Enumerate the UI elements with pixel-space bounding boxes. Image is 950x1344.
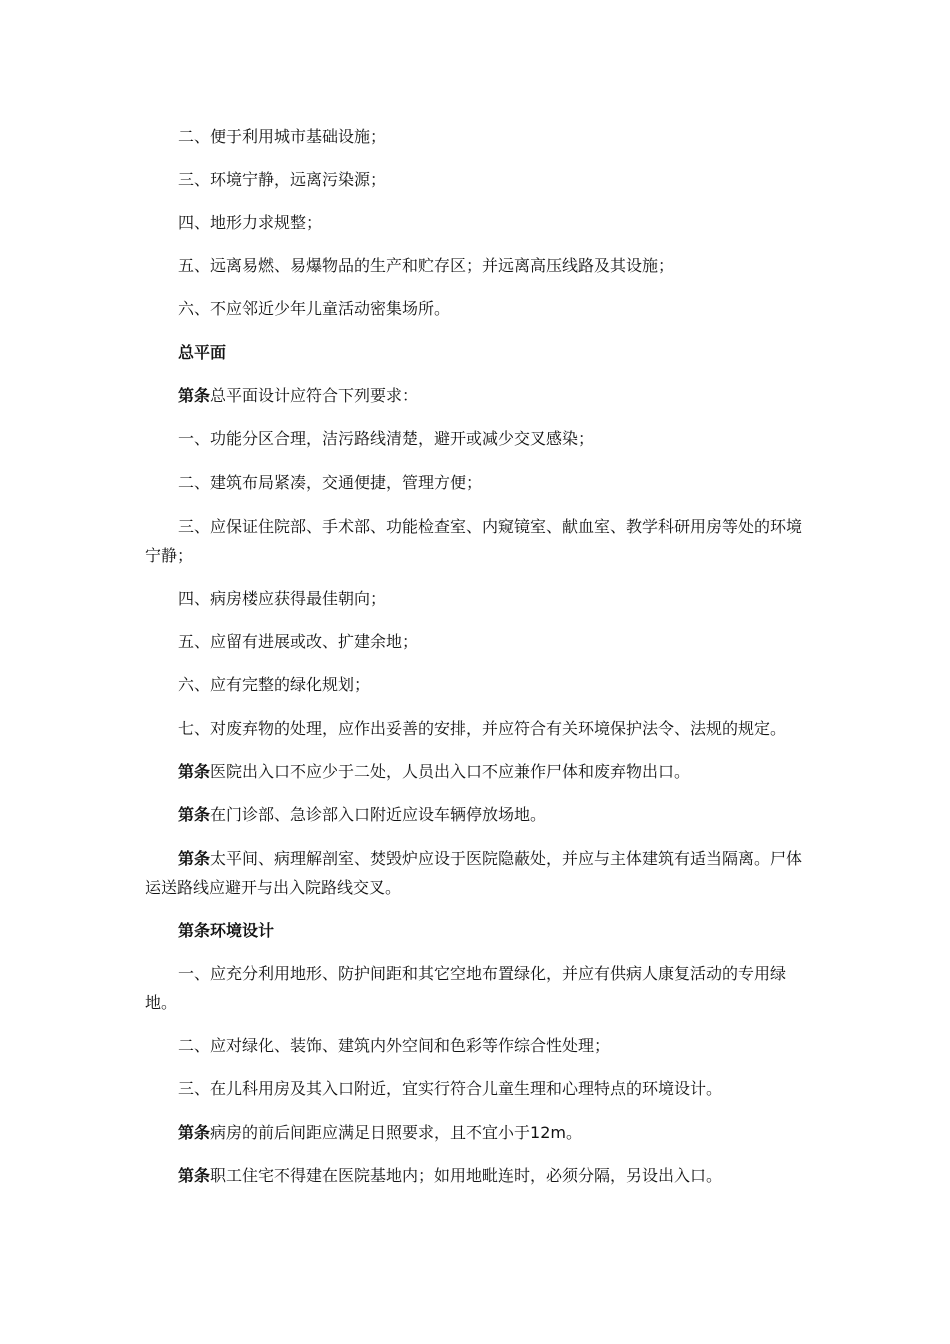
paragraph bbox=[145, 584, 810, 613]
paragraph-text: 三、应保证住院部、手术部、功能检查室、内窥镜室、献血室、教学科研用房等处的环境宁静； bbox=[145, 517, 803, 565]
paragraph bbox=[145, 165, 810, 194]
paragraph-text: 职工住宅不得建在医院基地内；如用地毗连时，必须分隔，另设出入口。 bbox=[210, 1166, 723, 1185]
paragraph-text: 六、应有完整的绿化规划； bbox=[178, 675, 371, 694]
paragraph-lead: 第条环境设计 bbox=[178, 921, 275, 940]
paragraph-text: 四、病房楼应获得最佳朝向； bbox=[178, 589, 387, 608]
paragraph-text: 二、便于利用城市基础设施； bbox=[178, 127, 387, 146]
paragraph-text: 五、应留有进展或改、扩建余地； bbox=[178, 632, 419, 651]
paragraph bbox=[145, 468, 810, 497]
paragraph-text: 七、对废弃物的处理，应作出妥善的安排，并应符合有关环境保护法令、法规的规定。 bbox=[178, 719, 787, 738]
paragraph-text: 二、应对绿化、装饰、建筑内外空间和色彩等作综合性处理； bbox=[178, 1036, 611, 1055]
paragraph bbox=[145, 1118, 810, 1147]
paragraph-text: 三、环境宁静，远离污染源； bbox=[178, 170, 387, 189]
paragraph bbox=[145, 1031, 810, 1060]
paragraph-lead: 第条 bbox=[178, 1123, 211, 1142]
paragraph bbox=[145, 800, 810, 829]
paragraph-text: 在门诊部、急诊部入口附近应设车辆停放场地。 bbox=[210, 805, 547, 824]
paragraph-text: 一、应充分利用地形、防护间距和其它空地布置绿化，并应有供病人康复活动的专用绿地。 bbox=[145, 964, 787, 1012]
paragraph bbox=[145, 714, 810, 743]
paragraph-text: 医院出入口不应少于二处，人员出入口不应兼作尸体和废弃物出口。 bbox=[210, 762, 691, 781]
paragraph-text: 六、不应邻近少年儿童活动密集场所。 bbox=[178, 299, 451, 318]
paragraph bbox=[145, 122, 810, 151]
paragraph-text: 三、在儿科用房及其入口附近，宜实行符合儿童生理和心理特点的环境设计。 bbox=[178, 1079, 723, 1098]
paragraph-lead: 第条 bbox=[178, 805, 211, 824]
paragraph bbox=[145, 1074, 810, 1103]
paragraph-lead: 第条 bbox=[178, 849, 211, 868]
section-heading bbox=[145, 916, 810, 945]
paragraph-text: 四、地形力求规整； bbox=[178, 213, 323, 232]
paragraph-text: 太平间、病理解剖室、焚毁炉应设于医院隐蔽处，并应与主体建筑有适当隔离。尸体运送路线应避开与出入院路线交叉。 bbox=[145, 849, 803, 897]
paragraph-text: 二、建筑布局紧凑，交通便捷，管理方便； bbox=[178, 473, 483, 492]
paragraph-text: 五、远离易燃、易爆物品的生产和贮存区；并远离高压线路及其设施； bbox=[178, 256, 675, 275]
paragraph bbox=[145, 844, 810, 902]
paragraph bbox=[145, 757, 810, 786]
paragraph-lead: 第条 bbox=[178, 762, 211, 781]
paragraph-lead: 总平面 bbox=[178, 343, 227, 362]
paragraph-lead: 第条 bbox=[178, 386, 211, 405]
paragraph-text: 一、功能分区合理，洁污路线清楚，避开或减少交叉感染； bbox=[178, 429, 595, 448]
paragraph bbox=[145, 670, 810, 699]
paragraph-text: 总平面设计应符合下列要求： bbox=[210, 386, 419, 405]
paragraph bbox=[145, 512, 810, 570]
paragraph bbox=[145, 294, 810, 323]
section-heading bbox=[145, 338, 810, 367]
paragraph bbox=[145, 1161, 810, 1190]
paragraph bbox=[145, 208, 810, 237]
paragraph-text: 病房的前后间距应满足日照要求，且不宜小于12m。 bbox=[210, 1123, 582, 1142]
paragraph bbox=[145, 627, 810, 656]
paragraph bbox=[145, 251, 810, 280]
paragraph-lead: 第条 bbox=[178, 1166, 211, 1185]
paragraph bbox=[145, 381, 810, 410]
paragraph bbox=[145, 959, 810, 1017]
paragraph bbox=[145, 424, 810, 453]
